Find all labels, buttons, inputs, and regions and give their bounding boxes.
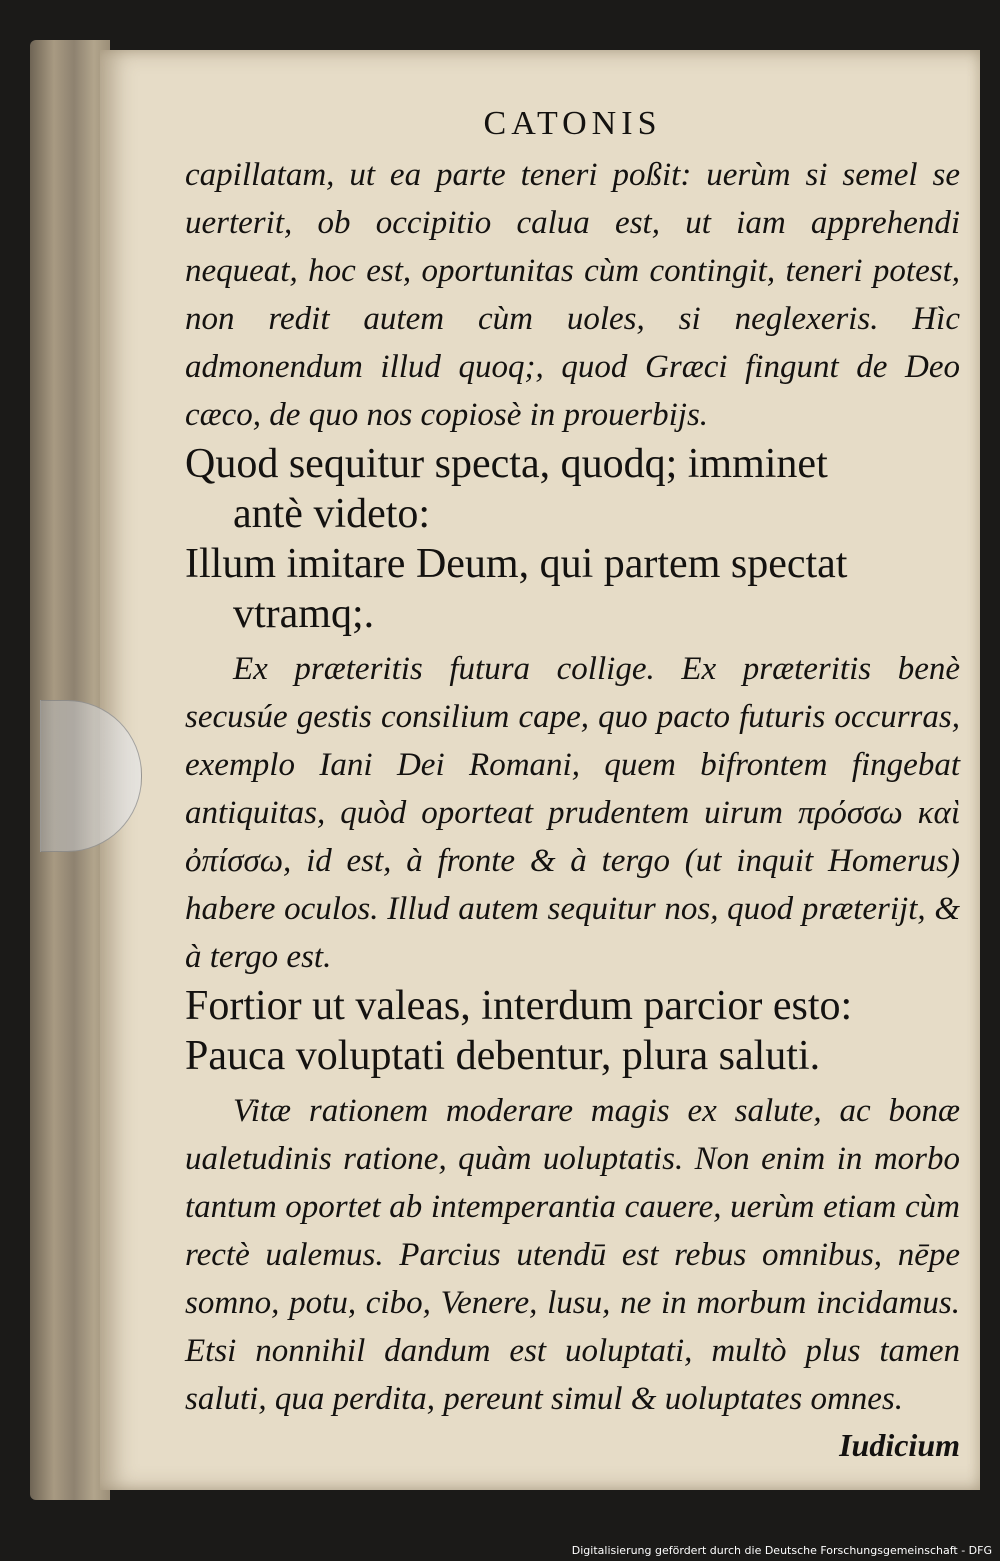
- verse-1: [185, 439, 960, 639]
- verse-2-line-1: Fortior ut valeas, interdum parcior esto:: [185, 983, 853, 1029]
- verse-2: [185, 981, 960, 1081]
- running-head: CATONIS: [483, 105, 662, 142]
- catchword: Iudicium: [839, 1427, 960, 1463]
- commentary-paragraph-2: Ex præteritis futura collige. Ex præteritis benè secusúe gestis consilium cape, quo pacto futuris occurras, exemplo Iani Dei Romani, quem bifrontem fingebat antiquitas, quòd oporteat prudentem uirum πρόσσω καὶ ὀπίσσω, id est, à fronte & à tergo (ut inquit Homerus) habere oculos. Illud autem sequitur nos, quod præterijt, & à tergo est.: [185, 651, 960, 975]
- verse-1-line-2-cont: vtramq;.: [233, 591, 375, 637]
- verse-1-line-2: Illum imitare Deum, qui partem spectat: [185, 541, 848, 587]
- verse-1-line-1: Quod sequitur specta, quodq; imminet: [185, 441, 828, 487]
- page-text: [185, 105, 960, 1464]
- verse-2-line-2: Pauca voluptati debentur, plura saluti.: [185, 1033, 821, 1079]
- commentary-paragraph-3: Vitæ rationem moderare magis ex salute, ac bonæ ualetudinis ratione, quàm uoluptatis. Non enim in morbo tantum oportet ab intemperantia cauere, uerùm etiam cùm rectè ualemus. Parcius utendū est rebus omnibus, nēpe somno, potu, cibo, Venere, lusu, ne in morbum incidamus. Etsi nonnihil dandum est uoluptati, multò plus tamen saluti, qua perdita, pereunt simul & uoluptates omnes.: [185, 1093, 960, 1417]
- digitization-credit: Digitalisierung gefördert durch die Deutsche Forschungsgemeinschaft - DFG: [571, 1544, 992, 1557]
- verse-1-line-1-cont: antè videto:: [233, 491, 431, 537]
- commentary-paragraph-1: capillatam, ut ea parte teneri poßit: uerùm si semel se uerterit, ob occipitio calua est, ut iam apprehendi nequeat, hoc est, oportunitas cùm contingit, teneri potest, non redit autem cùm uoles, si neglexeris. Hìc admonendum illud quoq;, quod Græci fingunt de Deo cæco, de quo nos copiosè in prouerbijs.: [185, 157, 960, 433]
